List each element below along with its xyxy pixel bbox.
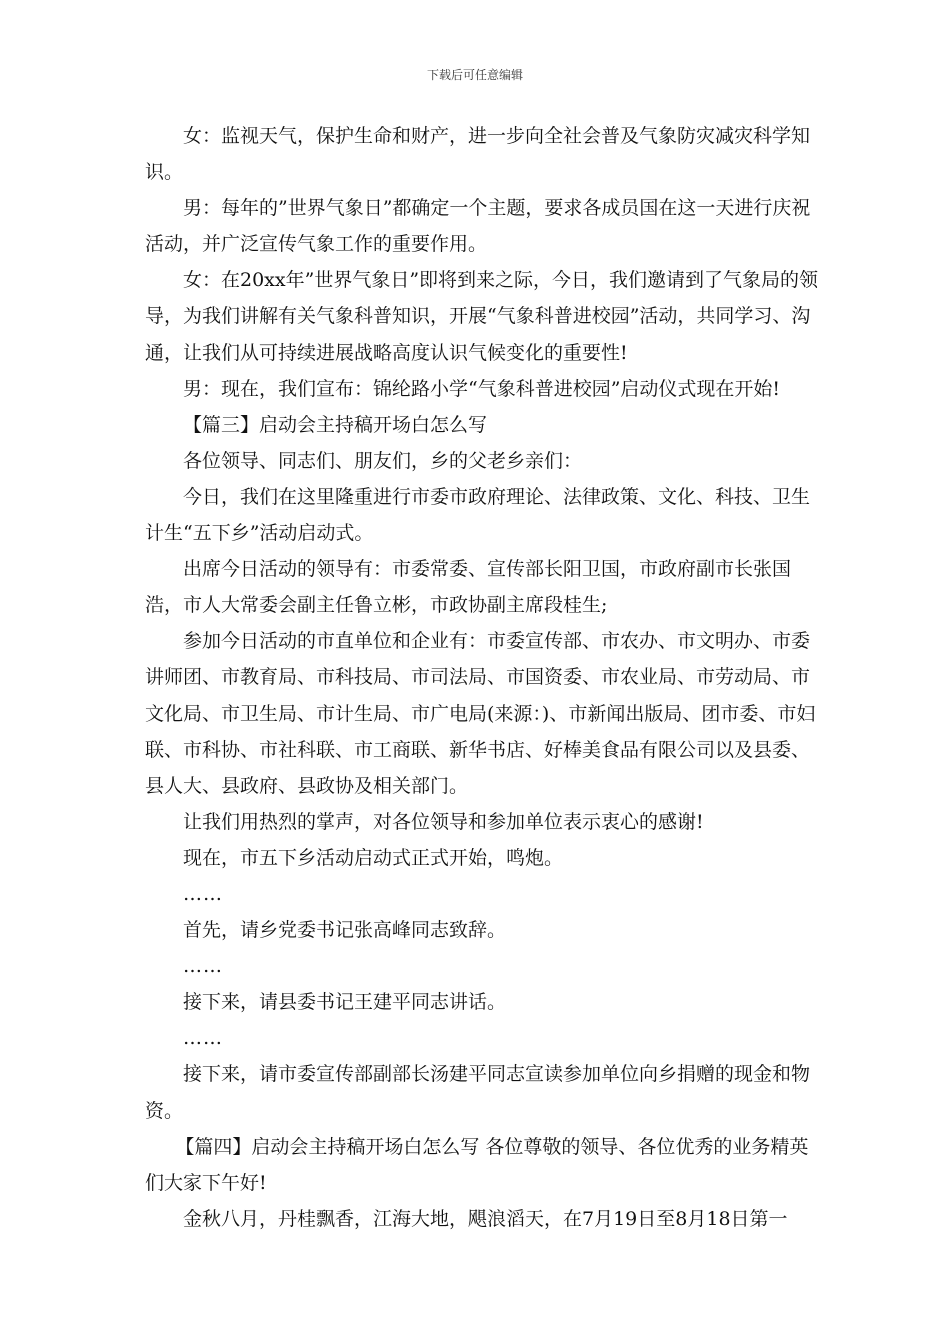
paragraph: 参加今日活动的市直单位和企业有：市委宣传部、市农办、市文明办、市委讲师团、市教育局、市科技局、市司法局、市国资委、市农业局、市劳动局、市文化局、市卫生局、市计生局、市广电局(来源：)、市新闻出版局、团市委、市妇联、市科协、市社科联、市工商联、新华书店、好棒美食品有限公司以及县委、县人大、县政府、县政协及相关部门。 (145, 630, 816, 797)
paragraph: 出席今日活动的领导有：市委常委、宣传部长阳卫国，市政府副市长张国浩，市人大常委会副主任鲁立彬，市政协副主席段桂生; (145, 558, 792, 617)
section-heading: 【篇三】启动会主持稿开场白怎么写 (183, 413, 488, 436)
paragraph: 接下来，请市委宣传部副部长汤建平同志宣读参加单位向乡捐赠的现金和物资。 (145, 1063, 811, 1122)
section-heading: 【篇四】启动会主持稿开场白怎么写 各位尊敬的领导、各位优秀的业务精英们大家下午好! (145, 1135, 809, 1194)
page-header: 下载后可任意编辑 (426, 68, 523, 82)
ellipsis: …… (183, 1027, 223, 1050)
ellipsis: …… (183, 882, 223, 905)
paragraph: 首先，请乡党委书记张高峰同志致辞。 (183, 919, 507, 942)
paragraph: 男：每年的”世界气象日”都确定一个主题，要求各成员国在这一天进行庆祝活动，并广泛宣传气象工作的重要作用。 (145, 197, 811, 256)
paragraph: 女：监视天气，保护生命和财产，进一步向全社会普及气象防灾减灾科学知识。 (145, 125, 811, 184)
paragraph: 男：现在，我们宣布：锦纶路小学“气象科普进校园”启动仪式现在开始! (183, 377, 781, 400)
paragraph: 接下来，请县委书记王建平同志讲话。 (183, 991, 507, 1014)
paragraph: 今日，我们在这里隆重进行市委市政府理论、法律政策、文化、科技、卫生计生“五下乡”活动启动式。 (145, 485, 811, 545)
paragraph: 现在，市五下乡活动启动式正式开始，鸣炮。 (183, 846, 564, 869)
paragraph: 金秋八月，丹桂飘香，江海大地，飓浪滔天，在7月19日至8月18日第一 (183, 1207, 788, 1230)
document-body (145, 118, 825, 1237)
ellipsis: …… (183, 955, 223, 978)
paragraph: 女：在20xx年”世界气象日”即将到来之际，今日，我们邀请到了气象局的领导，为我们讲解有关气象科普知识，开展“气象科普进校园”活动，共同学习、沟通，让我们从可持续进展战略高度认识气候变化的重要性! (145, 269, 819, 364)
paragraph: 让我们用热烈的掌声，对各位领导和参加单位表示衷心的感谢! (183, 810, 704, 833)
paragraph: 各位领导、同志们、朋友们，乡的父老乡亲们： (183, 449, 583, 472)
